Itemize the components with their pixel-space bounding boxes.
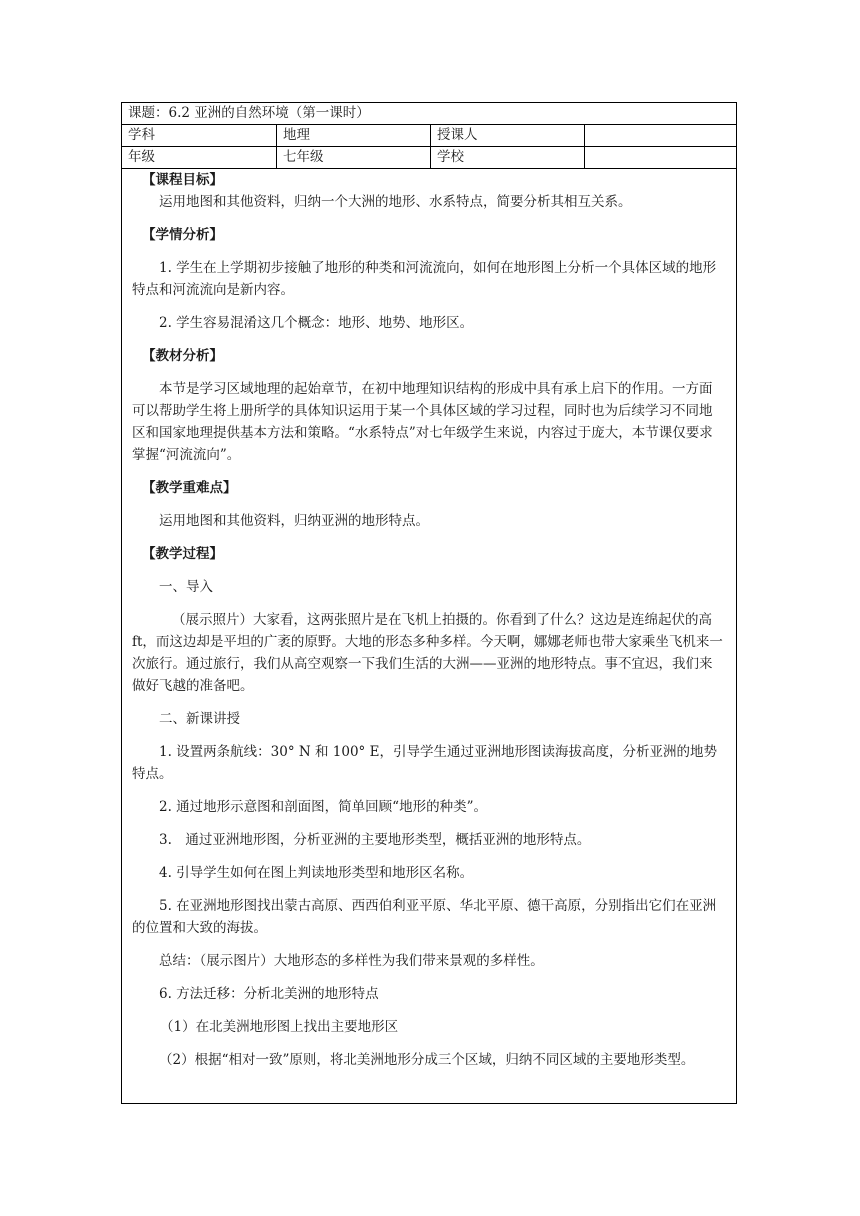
teacher-value [584,125,736,146]
learner-paragraph-2: 2. 学生容易混淆这几个概念：地形、地势、地形区。 [159,315,474,331]
grade-label: 年级 [128,149,155,165]
summary: 总结：（展示图片）大地形态的多样性为我们带来景观的多样性。 [159,953,544,969]
material-heading: 【教材分析】 [142,348,223,364]
step-4: 4. 引导学生如何在图上判读地形类型和地形区名称。 [159,865,474,881]
step-1: 1. 设置两条航线：30° N 和 100° E，引导学生通过亚洲地形图读海拔高度，分析亚洲的地势特点。 [132,744,717,782]
school-label: 学校 [430,147,584,168]
step-2: 2. 通过地形示意图和剖面图，简单回顾“地形的种类”。 [159,799,487,815]
learner-heading: 【学情分析】 [142,227,223,243]
new-lesson-title: 二、新课讲授 [159,711,240,727]
school-value [584,147,736,168]
goal-text: 运用地图和其他资料，归纳一个大洲的地形、水系特点，简要分析其相互关系。 [159,194,632,210]
grade-value: 七年级 [276,147,430,168]
intro-title: 一、导入 [159,579,213,595]
step-6-1: （1）在北美洲地形图上找出主要地形区 [160,1019,399,1035]
intro-text: （展示照片）大家看，这两张照片是在飞机上拍摄的。你看到了什么？这边是连绵起伏的高ft，而这边却是平坦的广袤的原野。大地的形态多种多样。今天啊，娜娜老师也带大家乘坐飞机来一次旅行。通过旅行，我们从高空观察一下我们生活的大洲——亚洲的地形特点。事不宜迟，我们来做好飞越的准备吧。 [132,612,723,694]
teacher-label: 授课人 [430,125,584,146]
lesson-content [122,169,736,1103]
focus-heading: 【教学重难点】 [142,480,237,496]
goal-heading: 【课程目标】 [142,172,223,188]
step-3: 3. 通过亚洲地形图，分析亚洲的主要地形类型，概括亚洲的地形特点。 [159,832,591,848]
lesson-plan-table [121,102,737,1104]
grade-row [122,147,736,169]
subject-label: 学科 [128,127,155,143]
step-5: 5. 在亚洲地形图找出蒙古高原、西西伯利亚平原、华北平原、德干高原，分别指出它们在亚洲的位置和大致的海拔。 [132,898,717,936]
step-6: 6. 方法迁移：分析北美洲的地形特点 [159,986,379,1002]
material-text: 本节是学习区域地理的起始章节，在初中地理知识结构的形成中具有承上启下的作用。一方面可以帮助学生将上册所学的具体知识运用于某一个具体区域的学习过程，同时也为后续学习不同地区和国家地理提供基本方法和策略。“水系特点”对七年级学生来说，内容过于庞大，本节课仅要求掌握“河流流向”。 [132,381,713,463]
step-6-2: （2）根据“相对一致”原则，将北美洲地形分成三个区域，归纳不同区域的主要地形类型。 [159,1052,695,1068]
focus-text: 运用地图和其他资料，归纳亚洲的地形特点。 [159,513,429,529]
lesson-title: 课题：6.2 亚洲的自然环境（第一课时） [128,105,370,121]
learner-paragraph-1: 1. 学生在上学期初步接触了地形的种类和河流流向，如何在地形图上分析一个具体区域的地形特点和河流流向是新内容。 [132,260,717,298]
subject-row [122,125,736,147]
title-row [122,103,736,125]
subject-value: 地理 [276,125,430,146]
process-heading: 【教学过程】 [142,546,223,562]
